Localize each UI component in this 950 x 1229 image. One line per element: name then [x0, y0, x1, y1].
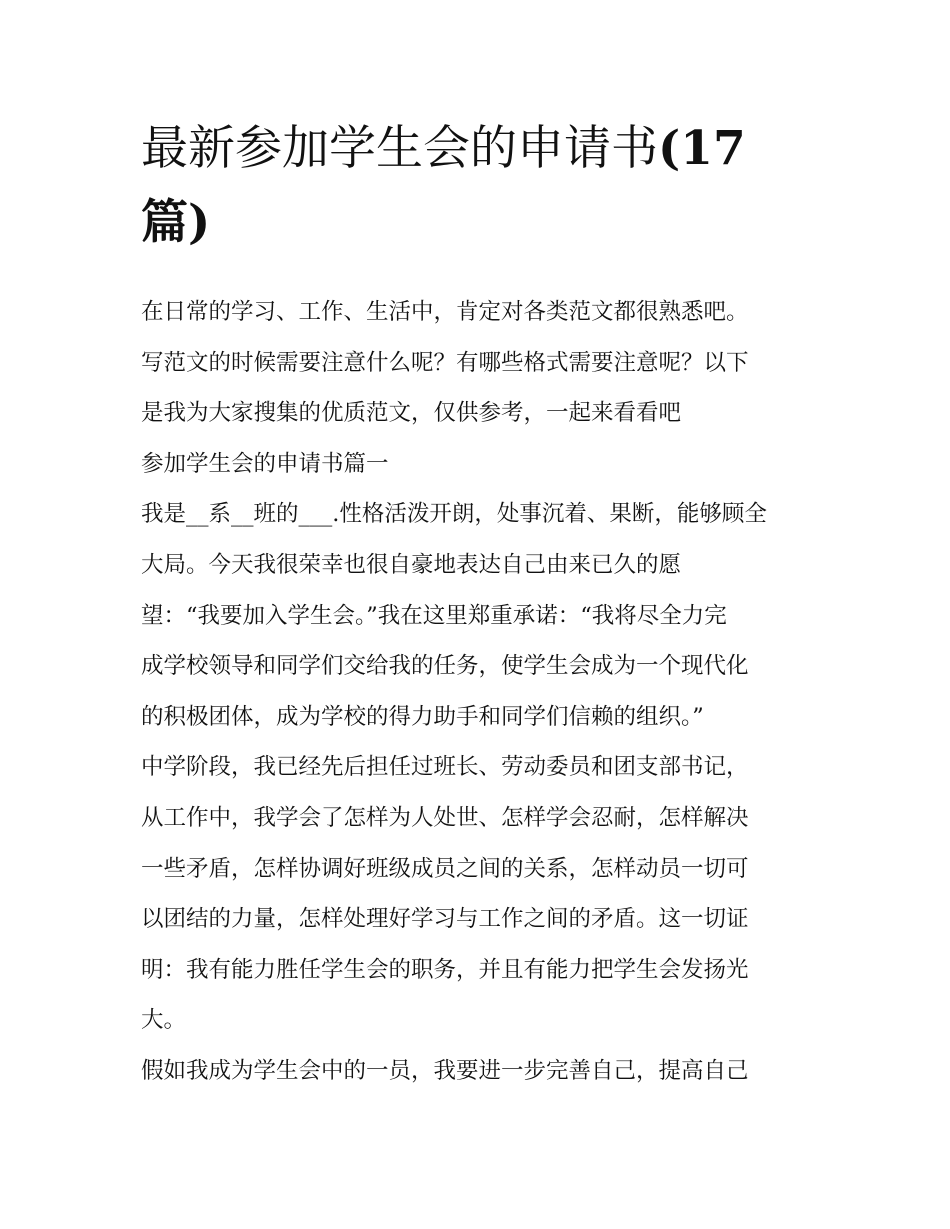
- paragraph-line: 我是__系__班的___.性格活泼开朗，处事沉着、果断，能够顾全: [141, 501, 767, 528]
- paragraph-2: [141, 742, 813, 1046]
- document-content: [141, 112, 813, 1097]
- section-heading-text: 参加学生会的申请书篇一: [141, 450, 389, 477]
- paragraph-1: [141, 489, 813, 742]
- paragraph-line: 大局。今天我很荣幸也很自豪地表达自己由来已久的愿: [141, 551, 682, 578]
- paragraph-3: [141, 1046, 813, 1097]
- document-body: [141, 287, 813, 1097]
- intro-line: 写范文的时候需要注意什么呢？有哪些格式需要注意呢？以下: [141, 349, 749, 376]
- title-suffix: 篇): [141, 195, 211, 250]
- paragraph-line: 大。: [141, 1007, 187, 1034]
- paragraph-line: 的积极团体，成为学校的得力助手和同学们信赖的组织。”: [141, 703, 704, 730]
- title-main: 最新参加学生会的申请书: [141, 121, 658, 176]
- section-heading: [141, 439, 813, 490]
- paragraph-line: 望：“我要加入学生会。”我在这里郑重承诺：“我将尽全力完: [141, 602, 727, 629]
- paragraph-line: 中学阶段，我已经先后担任过班长、劳动委员和团支部书记，: [141, 754, 749, 781]
- intro-line: 是我为大家搜集的优质范文，仅供参考，一起来看看吧: [141, 400, 682, 427]
- document-title: [141, 112, 781, 260]
- title-count: (17: [658, 121, 746, 176]
- paragraph-line: 成学校领导和同学们交给我的任务，使学生会成为一个现代化: [141, 653, 749, 680]
- paragraph-line: 以团结的力量，怎样处理好学习与工作之间的矛盾。这一切证: [141, 906, 749, 933]
- intro-paragraph: [141, 287, 813, 439]
- paragraph-line: 明：我有能力胜任学生会的职务，并且有能力把学生会发扬光: [141, 956, 749, 983]
- paragraph-line: 假如我成为学生会中的一员，我要进一步完善自己，提高自己: [141, 1057, 749, 1084]
- intro-line: 在日常的学习、工作、生活中，肯定对各类范文都很熟悉吧。: [141, 299, 749, 325]
- paragraph-line: 从工作中，我学会了怎样为人处世、怎样学会忍耐，怎样解决: [141, 804, 749, 831]
- paragraph-line: 一些矛盾，怎样协调好班级成员之间的关系，怎样动员一切可: [141, 855, 749, 882]
